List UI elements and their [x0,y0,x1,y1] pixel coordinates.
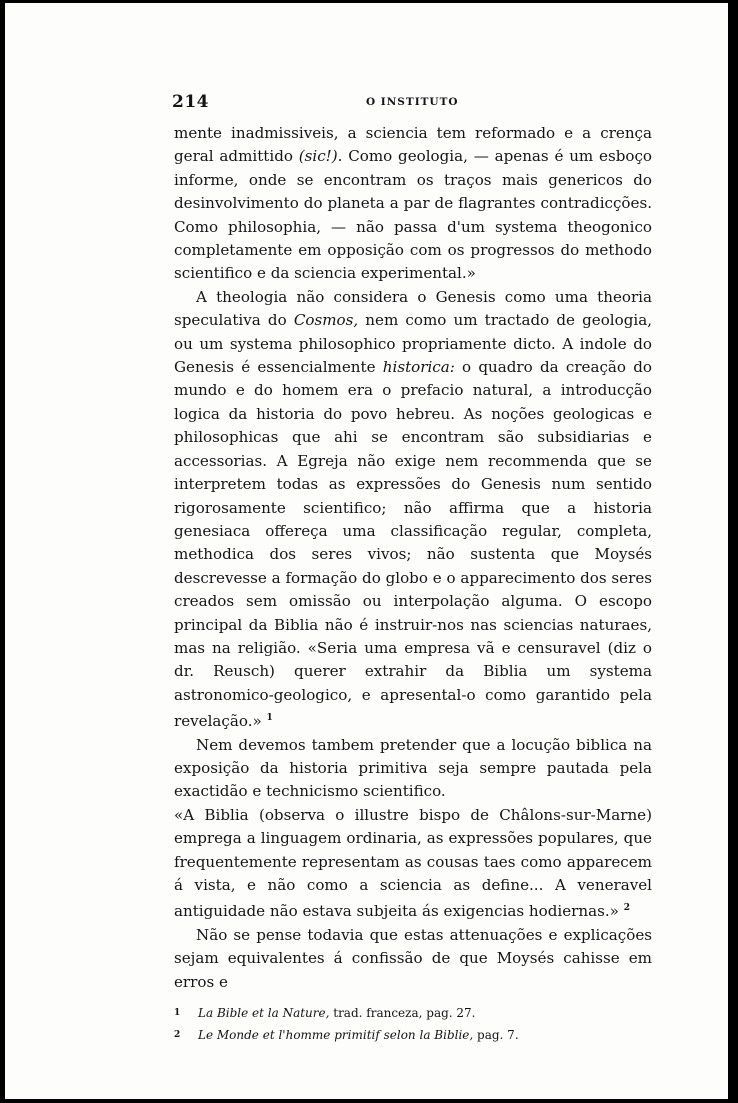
paragraph [174,734,652,804]
text-run: A theologia não considera o Genesis como uma theoria speculativa do [174,287,652,330]
scan-border-bottom [0,1099,738,1103]
italic-text: La Bible et la Nature, [198,1006,330,1021]
italic-text: historica: [382,358,455,377]
footnotes [174,1002,652,1046]
text-run: Nem devemos tambem pretender que a locução biblica na exposição da historia primitiva seja sempre pautada pela exactidão e technicismo scientifico. [174,735,652,801]
footnote [174,1024,652,1046]
scan-border-right [728,0,738,1103]
scan-border-left [0,0,5,1103]
footnote-reference: 1 [266,713,273,724]
running-head [174,88,652,116]
text-run: «A Biblia (observa o illustre bispo de Châlons-sur-Marne) emprega a linguagem ordinaria, as expressões populares, que frequentemente representam as cousas taes como apparecem á vista, e não como a sciencia as define... A veneravel antiguidade não estava subjeita ás exigencias hodiernas.» [174,805,652,921]
text-run: pag. 7. [473,1028,519,1043]
italic-text: Cosmos, [293,311,359,330]
paragraph [174,122,652,286]
paragraph [174,924,652,994]
text-run: . Como geologia, — apenas é um esboço informe, onde se encontram os traços mais genericos do desinvolvimento do planeta a par de flagrantes contradicções. Como philosophia, — não passa d'um systema theogonico completamente em opposição com os progressos do methodo scientifico e da sciencia experimental.» [174,147,653,283]
paragraph [174,286,652,734]
italic-text: (sic!) [298,147,338,166]
footnote-mark: 1 [174,1008,181,1019]
text-run: Não se pense todavia que estas attenuações e explicações sejam equivalentes á confissão de que Moysés cahisse em erros e [174,925,652,991]
footnote-reference: 2 [623,903,630,914]
running-title: O INSTITUTO [366,96,459,108]
scan-border-top [0,0,738,3]
text-run: o quadro da creação do mundo e do homem era o prefacio natural, a introducção logica da historia do povo hebreu. As noções geologicas e philosophicas que ahi se encontram são subsidiarias e accessorias. A Egreja não exige nem recommenda que se interpretem todas as expressões do Genesis num sentido rigorosamente scientifico; não affirma que a historia genesiaca offereça uma classificação regular, completa, methodica dos seres vivos; não sustenta que Moysés descrevesse a formação do globo e o apparecimento dos seres creados sem omissão ou interpolação alguma. O escopo principal da Biblia não é instruir-nos nas sciencias naturaes, mas na religião. «Seria uma empresa vã e censuravel (diz o dr. Reusch) querer extrahir da Biblia um systema astronomico-geologico, e apresental-o como garantido pela revelação.» [174,358,653,731]
italic-text: Le Monde et l'homme primitif selon la Biblie, [198,1028,474,1043]
text-run: trad. franceza, pag. 27. [329,1006,476,1021]
footnote [174,1002,652,1024]
footnote-mark: 2 [174,1030,181,1041]
body-text [174,122,652,994]
text-run: mente inadmissiveis, a sciencia tem reformado e a crença geral admittido [174,124,652,166]
page-content [174,88,652,1046]
paragraph [174,804,652,924]
text-run: nem como um tractado de geologia, ou um systema philosophico propriamente dicto. A indole do Genesis é essencialmente [174,311,652,377]
page-number: 214 [172,92,209,112]
